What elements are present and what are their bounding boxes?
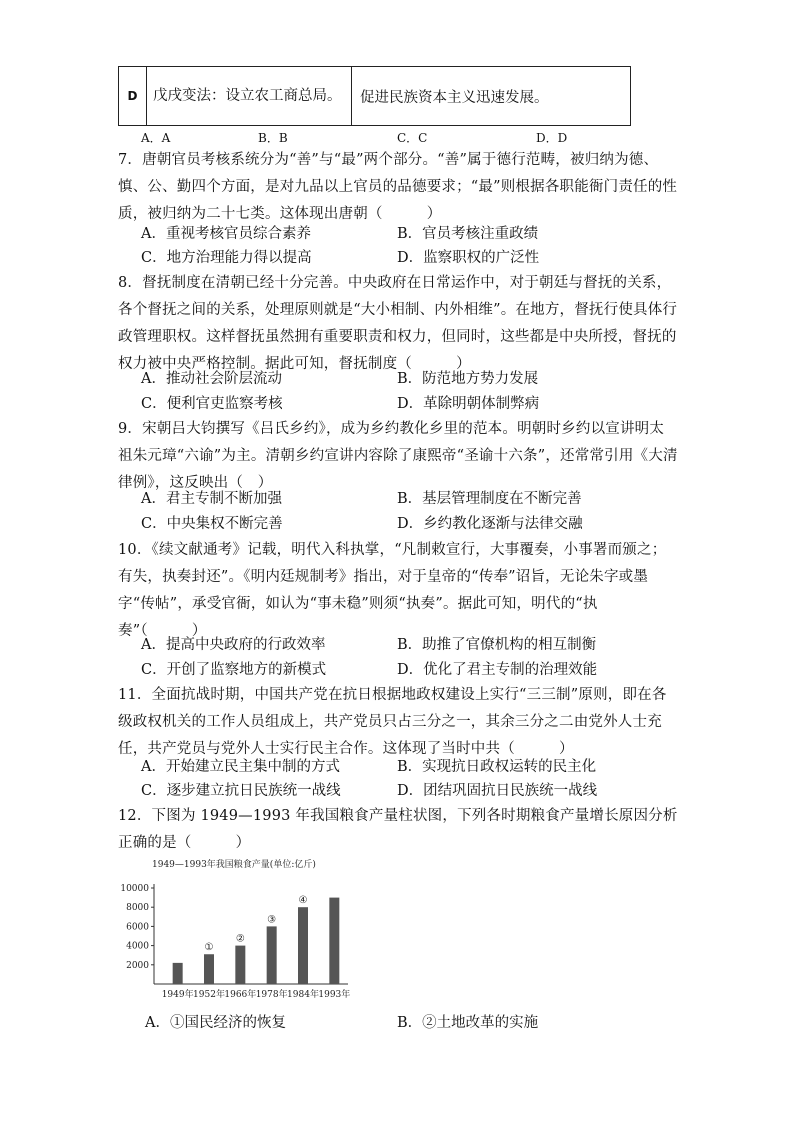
question-12-stem: 12．下图为 1949—1993 年我国粮食产量柱状图，下列各时期粮食产量增长原因分析正确的是（ ） xyxy=(118,808,678,851)
row-right-cell: 促进民族资本主义迅速发展。 xyxy=(352,67,631,126)
bar-mark-label: ① xyxy=(204,942,214,954)
bar-mark-label: ④ xyxy=(298,895,308,907)
prev-option-d: D．D xyxy=(536,131,568,145)
bar xyxy=(267,926,277,984)
bar xyxy=(204,954,214,984)
q9-option-a: A．君主专制不断加强 xyxy=(141,491,282,507)
q8-option-b: B．防范地方势力发展 xyxy=(397,371,539,387)
row-left-cell: 戊戌变法：设立农工商总局。 xyxy=(147,67,352,126)
q9-option-c: C．中央集权不断完善 xyxy=(141,516,283,532)
question-7-stem: 7．唐朝官员考核系统分为“善”与“最”两个部分。“善”属于德行范畴，被归纳为德、慎、公、勤四个方面，是对九品以上官员的品德要求；“最”则根据各职能衙门责任的性质，被归纳为二十七类。这体现出唐朝（ ） xyxy=(118,152,678,222)
bar-mark-label: ② xyxy=(235,933,245,945)
question-11-stem: 11．全面抗战时期，中国共产党在抗日根据地政权建设上实行“三三制”原则，即在各级政权机关的工作人员组成上，共产党员只占三分之一，其余三分之二由党外人士充任，共产党员与党外人士实行民主合作。这体现了当时中共（ ） xyxy=(118,687,667,757)
q7-option-c: C．地方治理能力得以提高 xyxy=(141,250,312,266)
q11-option-c: C．逐步建立抗日民族统一战线 xyxy=(141,783,341,799)
q9-option-d: D．乡约教化逐渐与法律交融 xyxy=(397,516,583,532)
q12-option-a: A．①国民经济的恢复 xyxy=(145,1015,286,1031)
question-10-stem: 10．《续文献通考》记载，明代入科执掌，“凡制敕宣行，大事覆奏，小事署而颁之；有失，执奏封还”。《明内廷规制考》指出，对于皇帝的“传奉”诏旨，无论朱字或墨字“传帖”，承受官衙，如认为“事未稳”则须“执奏”。据此可知，明代的“执奏”（ ） xyxy=(118,542,667,639)
q10-option-c: C．开创了监察地方的新模式 xyxy=(141,662,327,678)
grain-output-bar-chart xyxy=(110,868,360,1008)
q11-option-b: B．实现抗日政权运转的民主化 xyxy=(397,759,597,775)
q7-option-b: B．官员考核注重政绩 xyxy=(397,226,539,242)
q8-option-a: A．推动社会阶层流动 xyxy=(141,371,282,387)
table-row xyxy=(119,67,631,126)
q9-option-b: B．基层管理制度在不断完善 xyxy=(397,491,582,507)
row-label: D xyxy=(119,67,147,126)
prev-option-c: C．C xyxy=(397,131,428,145)
chart-title: 1949—1993年我国粮食产量(单位:亿斤) xyxy=(152,860,316,870)
options-table xyxy=(118,66,631,126)
bar xyxy=(173,963,183,984)
x-tick-label: 1984年 xyxy=(287,990,319,1000)
x-tick-label: 1952年 xyxy=(193,990,225,1000)
q10-option-a: A．提高中央政府的行政效率 xyxy=(141,637,326,653)
x-tick-label: 1993年 xyxy=(318,990,351,1000)
q11-option-d: D．团结巩固抗日民族统一战线 xyxy=(397,783,598,799)
y-tick-label: 6000 xyxy=(126,922,149,933)
y-tick-label: 4000 xyxy=(126,941,149,952)
q7-option-d: D．监察职权的广泛性 xyxy=(397,250,540,266)
x-tick-label: 1966年 xyxy=(224,990,257,1000)
bar xyxy=(329,898,339,984)
question-8-stem: 8．督抚制度在清朝已经十分完善。中央政府在日常运作中，对于朝廷与督抚的关系，各个督抚之间的关系，处理原则就是“大小相制、内外相维”。在地方，督抚行使具体行政管理职权。这样督抚虽然拥有重要职责和权力，但同时，这些都是中央所授，督抚的权力被中央严格控制。据此可知，督抚制度（ ） xyxy=(118,275,678,372)
q10-option-b: B．助推了官僚机构的相互制衡 xyxy=(397,637,597,653)
x-tick-label: 1978年 xyxy=(255,990,288,1000)
bar xyxy=(235,946,245,984)
x-tick-label: 1949年 xyxy=(161,990,194,1000)
bar-mark-label: ③ xyxy=(267,914,277,926)
q10-option-d: D．优化了君主专制的治理效能 xyxy=(397,662,598,678)
question-9-stem: 9．宋朝吕大钧撰写《吕氏乡约》，成为乡约教化乡里的范本。明朝时乡约以宣讲明太祖朱元璋“六谕”为主。清朝乡约宣讲内容除了康熙帝“圣谕十六条”，还常常引用《大清律例》，这反映出（ ） xyxy=(118,421,678,491)
y-tick-label: 10000 xyxy=(120,884,149,894)
q12-option-b: B．②土地改革的实施 xyxy=(397,1015,539,1031)
q7-option-a: A．重视考核官员综合素养 xyxy=(141,226,311,242)
prev-option-b: B．B xyxy=(258,131,288,145)
q8-option-c: C．便利官吏监察考核 xyxy=(141,396,283,412)
q11-option-a: A．开始建立民主集中制的方式 xyxy=(141,759,340,775)
bar xyxy=(298,907,308,984)
prev-option-a: A．A xyxy=(141,131,171,145)
y-tick-label: 2000 xyxy=(126,960,149,971)
y-tick-label: 8000 xyxy=(126,903,149,914)
q8-option-d: D．革除明朝体制弊病 xyxy=(397,396,540,412)
